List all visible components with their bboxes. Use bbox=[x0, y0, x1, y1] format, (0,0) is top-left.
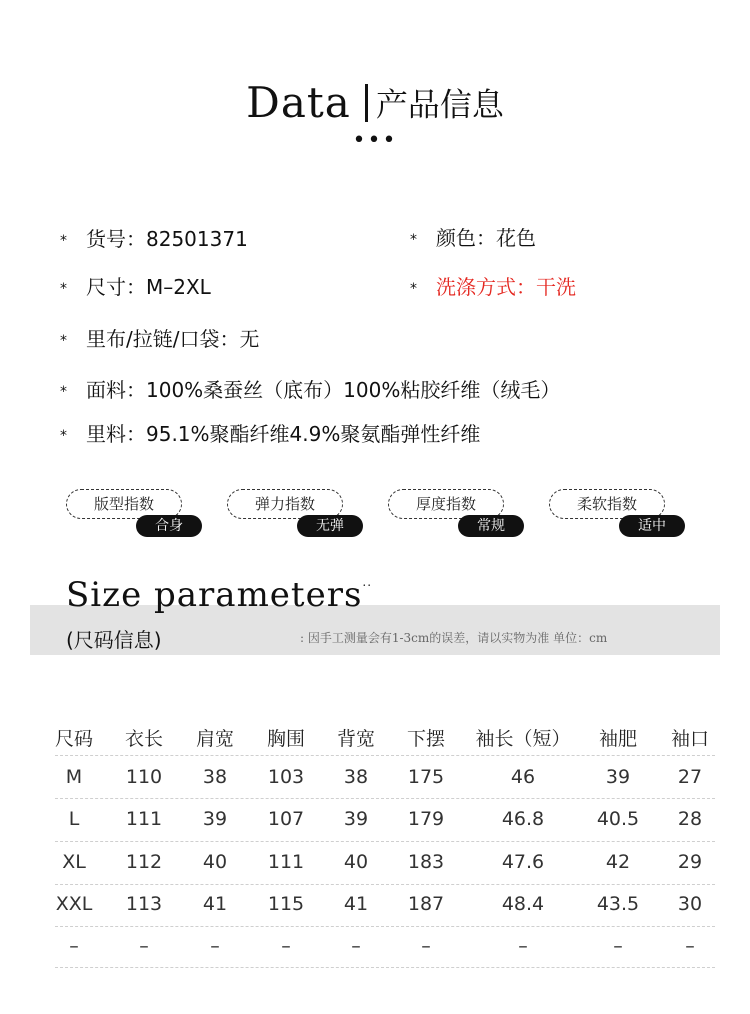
table-cell: 46 bbox=[510, 766, 536, 788]
size-title-en bbox=[66, 575, 372, 615]
info-label: 里布/拉链/口袋： bbox=[86, 327, 240, 351]
info-value: M–2XL bbox=[146, 275, 211, 299]
table-cell: 38 bbox=[202, 766, 228, 788]
info-label: 颜色： bbox=[436, 226, 496, 250]
table-header-cell: 尺码 bbox=[54, 728, 94, 750]
table-cell: – bbox=[685, 935, 695, 957]
table-cell: 27 bbox=[677, 766, 703, 788]
bullet-star: * bbox=[410, 231, 417, 248]
table-cell: 40 bbox=[343, 851, 369, 873]
table-cell: 179 bbox=[407, 808, 445, 830]
rating-label: 版型指数 bbox=[66, 489, 182, 519]
table-cell: – bbox=[69, 935, 79, 957]
size-title-text: Size parameters bbox=[66, 575, 363, 615]
bullet-star: * bbox=[410, 280, 417, 297]
table-cell: 103 bbox=[267, 766, 305, 788]
table-cell: 48.4 bbox=[501, 893, 545, 915]
table-cell: 41 bbox=[343, 893, 369, 915]
table-cell: 183 bbox=[407, 851, 445, 873]
table-cell: 47.6 bbox=[501, 851, 545, 873]
bullet-star: * bbox=[60, 280, 67, 297]
info-value: 无 bbox=[239, 327, 260, 351]
page-header bbox=[0, 78, 750, 127]
table-header-cell: 衣长 bbox=[124, 728, 164, 750]
table-cell: 107 bbox=[267, 808, 305, 830]
bullet-star: * bbox=[60, 232, 67, 249]
table-cell: 187 bbox=[407, 893, 445, 915]
table-cell: 39 bbox=[202, 808, 228, 830]
table-cell: 111 bbox=[125, 808, 163, 830]
table-cell: 41 bbox=[202, 893, 228, 915]
measurement-note: : 因手工测量会有1-3cm的误差，请以实物为准 单位：cm bbox=[300, 631, 608, 645]
table-cell: – bbox=[518, 935, 528, 957]
table-cell: 39 bbox=[605, 766, 631, 788]
table-cell: 43.5 bbox=[596, 893, 640, 915]
rating-value-badge: 常规 bbox=[458, 515, 524, 537]
table-cell: 42 bbox=[605, 851, 631, 873]
table-cell: 46.8 bbox=[501, 808, 545, 830]
rating-value-badge: 合身 bbox=[136, 515, 202, 537]
table-row-divider bbox=[55, 755, 715, 756]
table-cell: XXL bbox=[55, 893, 93, 915]
title-divider bbox=[365, 84, 368, 122]
table-header-cell: 下摆 bbox=[406, 728, 446, 750]
table-cell: XL bbox=[62, 851, 86, 873]
page-title-en: Data bbox=[246, 78, 351, 127]
rating-fit bbox=[66, 487, 206, 535]
table-cell: – bbox=[613, 935, 623, 957]
table-row-divider bbox=[55, 926, 715, 927]
table-header-cell: 肩宽 bbox=[195, 728, 235, 750]
info-color bbox=[410, 222, 536, 251]
bullet-star: * bbox=[60, 383, 67, 400]
info-label: 洗涤方式： bbox=[436, 275, 536, 299]
info-value: 干洗 bbox=[536, 275, 576, 299]
table-cell: 39 bbox=[343, 808, 369, 830]
table-cell: – bbox=[351, 935, 361, 957]
table-cell: L bbox=[68, 808, 80, 830]
table-row-divider bbox=[55, 798, 715, 799]
info-label: 里料： bbox=[86, 422, 146, 446]
rating-thickness bbox=[388, 487, 528, 535]
table-cell: 30 bbox=[677, 893, 703, 915]
table-header-cell: 胸围 bbox=[266, 728, 306, 750]
table-cell: – bbox=[421, 935, 431, 957]
table-cell: 112 bbox=[125, 851, 163, 873]
table-cell: 28 bbox=[677, 808, 703, 830]
table-cell: 115 bbox=[267, 893, 305, 915]
table-cell: 110 bbox=[125, 766, 163, 788]
table-cell: 40 bbox=[202, 851, 228, 873]
table-cell: – bbox=[281, 935, 291, 957]
info-lining bbox=[60, 418, 480, 447]
table-cell: 29 bbox=[677, 851, 703, 873]
table-row-divider bbox=[55, 967, 715, 968]
table-row-divider bbox=[55, 884, 715, 885]
table-cell: 38 bbox=[343, 766, 369, 788]
table-cell: 175 bbox=[407, 766, 445, 788]
table-header-cell: 袖口 bbox=[670, 728, 710, 750]
info-value: 82501371 bbox=[146, 227, 248, 251]
title-dots: ••• bbox=[352, 128, 398, 153]
info-label: 货号： bbox=[86, 227, 146, 251]
rating-elasticity bbox=[227, 487, 367, 535]
info-lining-etc bbox=[60, 323, 259, 352]
info-wash bbox=[410, 271, 576, 300]
bullet-star: * bbox=[60, 332, 67, 349]
info-value: 95.1%聚酯纤维4.9%聚氨酯弹性纤维 bbox=[146, 422, 481, 446]
info-size bbox=[60, 271, 211, 300]
table-header-cell: 袖长（短） bbox=[475, 728, 571, 750]
rating-label: 弹力指数 bbox=[227, 489, 343, 519]
table-header-cell: 袖肥 bbox=[598, 728, 638, 750]
info-value: 花色 bbox=[496, 226, 536, 250]
table-cell: – bbox=[210, 935, 220, 957]
info-fabric bbox=[60, 374, 560, 403]
size-title-zh: (尺码信息) bbox=[66, 628, 162, 652]
info-item-no bbox=[60, 223, 248, 252]
table-cell: M bbox=[65, 766, 83, 788]
info-value: 100%桑蚕丝（底布）100%粘胶纤维（绒毛） bbox=[146, 378, 561, 402]
table-cell: 111 bbox=[267, 851, 305, 873]
table-header-cell: 背宽 bbox=[336, 728, 376, 750]
rating-label: 厚度指数 bbox=[388, 489, 504, 519]
page-title-zh: 产品信息 bbox=[375, 85, 504, 124]
table-cell: – bbox=[139, 935, 149, 957]
rating-value-badge: 无弹 bbox=[297, 515, 363, 537]
size-title-mark: .. bbox=[362, 575, 373, 589]
info-label: 面料： bbox=[86, 378, 146, 402]
table-cell: 40.5 bbox=[596, 808, 640, 830]
rating-label: 柔软指数 bbox=[549, 489, 665, 519]
rating-value-badge: 适中 bbox=[619, 515, 685, 537]
bullet-star: * bbox=[60, 427, 67, 444]
rating-softness bbox=[549, 487, 689, 535]
table-cell: 113 bbox=[125, 893, 163, 915]
table-row-divider bbox=[55, 841, 715, 842]
info-label: 尺寸： bbox=[86, 275, 146, 299]
